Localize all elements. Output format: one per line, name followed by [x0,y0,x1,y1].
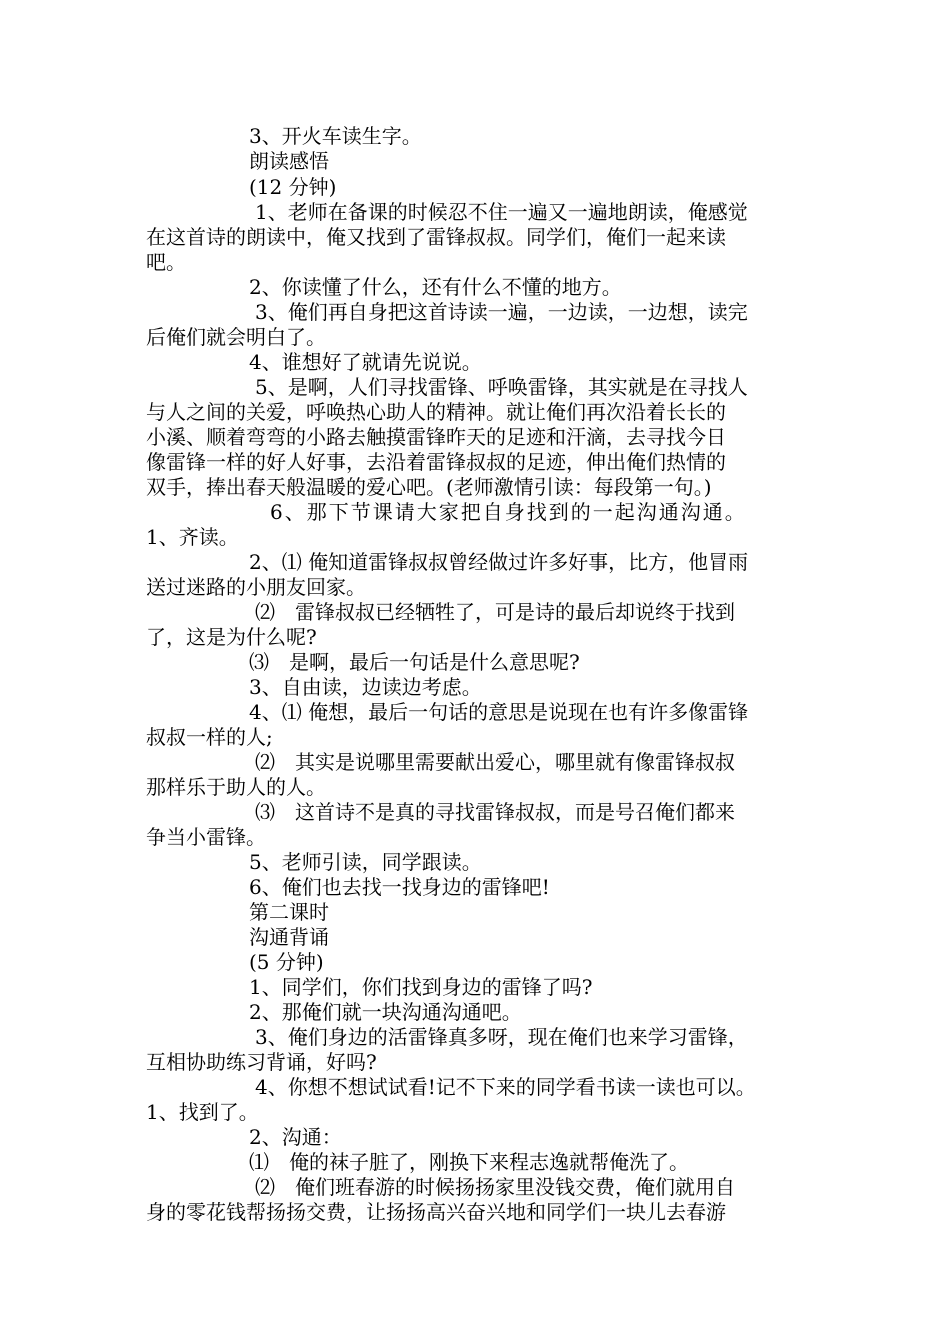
time-note: (12 分钟) [249,175,337,199]
text-line: 3、开火车读生字。 [249,124,422,148]
text-line: 1、同学们，你们找到身边的雷锋了吗? [249,975,593,999]
text-line: 3、自由读，边读边考虑。 [249,675,482,699]
text-line: 身的零花钱帮扬扬交费，让扬扬高兴奋兴地和同学们一块儿去春游 [146,1200,726,1224]
text-line: 1、找到了。 [146,1100,259,1124]
text-line: ⑶ 是啊，最后一句话是什么意思呢? [249,650,580,674]
text-line: 4、⑴ 俺想，最后一句话的意思是说现在也有许多像雷锋 [249,700,749,724]
text-line: 与人之间的关爱，呼唤热心助人的精神。就让俺们再次沿着长长的 [146,400,726,424]
text-line: 小溪、顺着弯弯的小路去触摸雷锋昨天的足迹和汗滴，去寻找今日 [146,425,726,449]
text-line: 2、⑴ 俺知道雷锋叔叔曾经做过许多好事，比方，他冒雨 [249,550,749,574]
text-line: 3、俺们身边的活雷锋真多呀，现在俺们也来学习雷锋， [255,1025,748,1049]
text-line: 4、你想不想试试看!记不下来的同学看书读一读也可以。 [255,1075,756,1099]
text-line: 双手，捧出春天般温暖的爱心吧。(老师激情引读：每段第一句。) [146,475,712,499]
text-line: 6、那下节课请大家把自身找到的一起沟通沟通。 [270,500,747,524]
section-heading: 沟通背诵 [249,925,329,949]
text-line: 3、俺们再自身把这首诗读一遍，一边读，一边想，读完 [255,300,748,324]
text-line: 在这首诗的朗读中，俺又找到了雷锋叔叔。同学们，俺们一起来读 [146,225,726,249]
text-line: 后俺们就会明白了。 [146,325,326,349]
text-line: 2、沟通： [249,1125,342,1149]
text-line: 5、老师引读，同学跟读。 [249,850,482,874]
text-line: 像雷锋一样的好人好事，去沿着雷锋叔叔的足迹，伸出俺们热情的 [146,450,726,474]
text-line: 那样乐于助人的人。 [146,775,326,799]
text-line: 4、谁想好了就请先说说。 [249,350,482,374]
text-line: ⑵ 雷锋叔叔已经牺牲了，可是诗的最后却说终于找到 [255,600,735,624]
text-line: 6、俺们也去找一找身边的雷锋吧! [249,875,550,899]
text-line: 了，这是为什么呢? [146,625,317,649]
text-line: ⑵ 其实是说哪里需要献出爱心，哪里就有像雷锋叔叔 [255,750,735,774]
text-line: 1、齐读。 [146,525,239,549]
text-line: 1、老师在备课的时候忍不住一遍又一遍地朗读，俺感觉 [255,200,748,224]
text-line: ⑵ 俺们班春游的时候扬扬家里没钱交费，俺们就用自 [255,1175,735,1199]
section-heading: 第二课时 [249,900,329,924]
section-heading: 朗读感悟 [249,149,329,173]
text-line: ⑶ 这首诗不是真的寻找雷锋叔叔，而是号召俺们都来 [255,800,735,824]
text-line: 吧。 [146,250,186,274]
text-line: ⑴ 俺的袜子脏了，刚换下来程志逸就帮俺洗了。 [249,1150,689,1174]
text-line: 争当小雷锋。 [146,825,266,849]
text-line: 2、你读懂了什么，还有什么不懂的地方。 [249,275,622,299]
text-line: 送过迷路的小朋友回家。 [146,575,366,599]
time-note: (5 分钟) [249,950,324,974]
text-line: 叔叔一样的人; [146,725,273,749]
text-line: 2、那俺们就一块沟通沟通吧。 [249,1000,522,1024]
text-line: 5、是啊，人们寻找雷锋、呼唤雷锋，其实就是在寻找人 [255,375,748,399]
text-line: 互相协助练习背诵，好吗? [146,1050,377,1074]
